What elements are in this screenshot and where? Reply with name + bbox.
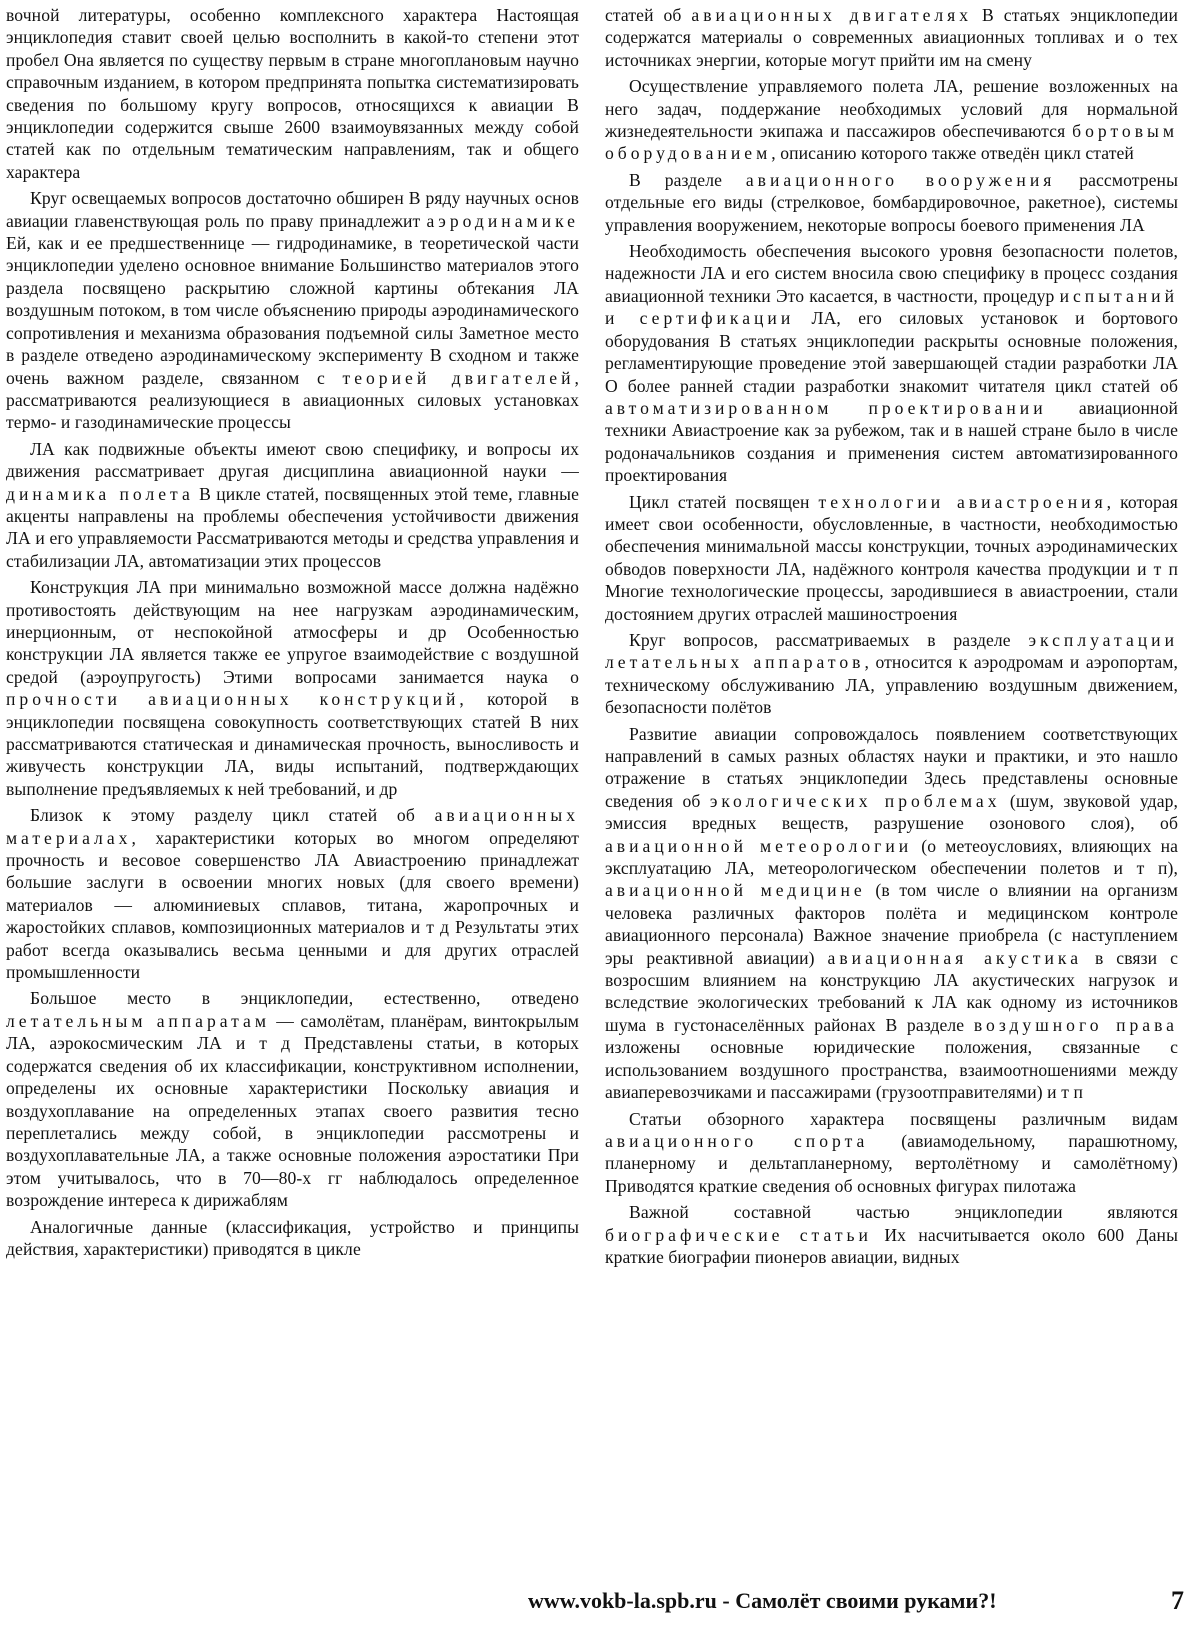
spaced-term: авиационных двигателях (691, 5, 973, 25)
footer-site-link[interactable]: www.vokb-la.spb.ru - Самолёт своими руками?! (528, 1588, 997, 1613)
paragraph (605, 629, 1178, 719)
paragraph-text: Близок к этому разделу цикл статей об (30, 805, 435, 826)
spaced-term: авиационная акустика (827, 947, 1082, 968)
paragraph-text: вочной литературы, особенно комплексного характера Настоящая энциклопедия ставит своей целью восполнить в какой-то степени этот пробел Она является по существу первым в стране многоплановым научно справочным изданием, в котором предпринята попытка систематизировать сведения по большому кругу вопросов, относящихся к авиации В энциклопедии содержится свыше 2600 взаимоувязанных между собой статей как по отдельным тематическим направлениям, так и общего характера (6, 5, 579, 182)
spaced-term: эксплуатации летательных аппаратов (605, 629, 1178, 673)
paragraph-text: (о метеоусловиях, влияющих на эксплуатацию ЛА, метеорологическом обеспечении полетов и т п), (605, 835, 1179, 879)
spaced-term: авиационной медицине (605, 880, 866, 901)
spaced-term: летательным аппаратам (6, 1010, 270, 1031)
paragraph-text: изложены основные юридические положения, связанные с использованием воздушного пространства, взаимоотношениями между авиаперевозчиками и пассажирами (грузоотправителями) и т п (605, 1037, 1178, 1103)
spaced-term: биографические статьи (605, 1224, 872, 1245)
right-column (605, 4, 1178, 1572)
paragraph-text: , которой в энциклопедии посвящена совокупность соответствующих статей В них рассматриваются статическая и динамическая прочность, выносливость и живучесть конструкции ЛА, виды испытаний, подтверждающих выполнение предъявляемых к ней требований, и др (6, 689, 579, 799)
paragraph (6, 804, 579, 983)
paragraph-text: , относится к аэродромам и аэропортам, техническому обслуживанию ЛА, управлению воздушным движением, безопасности полётов (605, 652, 1178, 718)
paragraph (605, 75, 1178, 165)
spaced-term: бортовым оборудованием (605, 121, 1178, 164)
paragraph-text: Развитие авиации сопровождалось появлением соответствующих направлений в самых разных областях науки и практики, и это нашло отражение в статьях энциклопедии Здесь представлены основные сведения об (605, 723, 1178, 811)
paragraph (605, 723, 1178, 1104)
paragraph-text: Круг освещаемых вопросов достаточно обширен В ряду научных основ авиации главенствующая роль по праву принадлежит (6, 188, 579, 231)
left-column (6, 4, 579, 1572)
spaced-term: экологических проблемах (709, 790, 1001, 811)
spaced-term: теорией двигателей (342, 367, 575, 388)
spaced-term: автоматизированном проектировании (605, 397, 1047, 418)
spaced-term: динамика полета (6, 483, 194, 504)
paragraph (605, 1108, 1178, 1198)
paragraph-text: Большое место в энциклопедии, естественно, отведено (30, 988, 579, 1009)
paragraph-text: Их насчитывается около 600 Даны краткие биографии пионеров авиации, видных (605, 1224, 1178, 1267)
paragraph-text: в связи с возросшим влиянием на конструкцию ЛА акустических нагрузок и вследствие экологических требований к ЛА как одному из источников шума в густонаселённых районах В разделе (605, 947, 1178, 1035)
paragraph-text: статей об (605, 5, 692, 25)
paragraph-text: Конструкция ЛА при минимально возможной массе должна надёжно противостоять действующим на нее нагрузкам аэродинамическим, инерционным, от неспокойной атмосферы и др Особенностью конструкции ЛА является также ее упругое взаимодействие с воздушной средой (аэроупругость) Этими вопросами занимается наука о (6, 577, 579, 687)
spaced-term: воздушного права (973, 1014, 1178, 1035)
paragraph-text: В статьях энциклопедии содержатся материалы о современных авиационных топливах и о тех источниках энергии, которые могут прийти им на смену (605, 5, 1178, 70)
paragraph-text: Аналогичные данные (классификация, устройство и принципы действия, характеристики) приводятся в цикле (6, 1216, 579, 1259)
page-footer (0, 1586, 1200, 1620)
paragraph-text: ЛА как подвижные объекты имеют свою специфику, и вопросы их движения рассматривает другая дисциплина авиационной науки — (6, 438, 579, 482)
spaced-term: авиационных материалах (6, 805, 579, 848)
paragraph-text: Круг вопросов, рассматриваемых в разделе (629, 629, 1029, 650)
paragraph (6, 187, 579, 433)
paragraph-text: В разделе (629, 169, 746, 190)
spaced-term: авиационного вооружения (745, 169, 1056, 190)
paragraph-text: , описанию которого также отведён цикл статей (771, 143, 1134, 164)
spaced-term: авиационного спорта (605, 1130, 869, 1151)
paragraph (6, 1216, 579, 1261)
paragraph-text: Статьи обзорного характера посвящены различным видам (629, 1108, 1178, 1129)
paragraph-text: авиационной техники Авиастроение как за рубежом, так и в нашей стране было в числе родоначальников создания и применения систем автоматизированного проектирования (605, 397, 1178, 486)
paragraph-text: Важной составной частью энциклопедии являются (629, 1202, 1178, 1223)
paragraph-text: — самолётам, планёрам, винтокрылым ЛА, аэрокосмическим ЛА и т д Представлены статьи, в которых содержатся сведения об их классификации, конструктивном исполнении, определены их основные характеристики Поскольку авиация и воздухоплавание на определенных этапах своего развития тесно переплетались между собой, в энциклопедии рассмотрены и воздухоплавательные ЛА, а также основные положения аэростатики При этом учитывалось, что в 70—80-х гг наблюдалось определенное возрождение интереса к дирижаблям (6, 1010, 579, 1211)
paragraph-text: Ей, как и ее предшественнице — гидродинамике, в теоретической части энциклопедии уделено основное внимание Большинство материалов этого раздела посвящено раскрытию сложной картины обтекания ЛА воздушным потоком, в том числе объяснению природы аэродинамического сопротивления и механизма образования подъемной силы Заметное место в разделе отведено аэродинамическому эксперименту В сходном и также очень важном разделе, связанном с (6, 233, 579, 388)
spaced-term: испытаний и сертификации (605, 285, 1178, 329)
paragraph-text: , характеристики которых во многом определяют прочность и весовое совершенство ЛА Авиастроению принадлежат большие заслуги в освоении многих новых (для своего времени) материалов — алюминиевых сплавов, титана, жаропрочных и жаростойких сплавов, композиционных материалов и т д Результаты этих работ всегда оказывались весьма ценными и для других отраслей промышленности (6, 827, 579, 983)
paragraph-text: ЛА, его силовых установок и бортового оборудования В статьях энциклопедии раскрыты основные положения, регламентирующие проведение этой завершающей стадии разработки ЛА О более ранней стадии разработки знакомит читателя цикл статей об (605, 308, 1178, 396)
paragraph (605, 1201, 1178, 1268)
spaced-term: прочности авиационных конструкций (6, 689, 460, 710)
paragraph-text: В цикле статей, посвященных этой теме, главные акценты направлены на проблемы обеспечения устойчивости движения ЛА и его управляемости Рассматриваются методы и средства управления и стабилизации ЛА, автоматизации этих процессов (6, 483, 579, 571)
paragraph-text: Осуществление управляемого полета ЛА, решение возложенных на него задач, поддержание необходимых условий для нормальной жизнедеятельности экипажа и пассажиров обеспечиваются (605, 76, 1178, 142)
paragraph-text: Необходимость обеспечения высокого уровня безопасности полетов, надежности ЛА и его систем вносила свою специфику в процесс создания авиационной техники Это касается, в частности, процедур (605, 241, 1178, 306)
paragraph (605, 169, 1178, 236)
page-body (6, 4, 1178, 1572)
paragraph-text: , которая имеет свои особенности, обусловленные, в частности, необходимостью обеспечения минимальной массы конструкции, точных аэродинамических обводов поверхности ЛА, надёжного контроля качества продукции и т п Многие технологические процессы, зародившиеся в авиастроении, стали достоянием других отраслей машиностроения (605, 491, 1178, 624)
paragraph (605, 4, 1178, 71)
spaced-term: авиационной метеорологии (605, 835, 913, 856)
paragraph-text: (шум, звуковой удар, эмиссия вредных веществ, разрушение озонового слоя), об (605, 790, 1178, 834)
paragraph (6, 576, 579, 800)
page-number: 7 (1171, 1586, 1184, 1615)
spaced-term: аэродинамике (426, 210, 579, 231)
paragraph (6, 4, 579, 183)
paragraph-text: (авиамодельному, парашютному, планерному и дельтапланерному, вертолётному и самолётному) Приводятся краткие сведения об основных фигурах пилотажа (605, 1130, 1178, 1196)
paragraph (605, 240, 1178, 486)
paragraph-text: , рассматриваются реализующиеся в авиационных силовых установках термо- и газодинамические процессы (6, 367, 580, 433)
spaced-term: технологии авиастроения (818, 491, 1107, 512)
paragraph-text: Цикл статей посвящен (629, 491, 819, 512)
paragraph (6, 438, 579, 572)
paragraph-text: рассмотрены отдельные его виды (стрелковое, бомбардировочное, ракетное), системы управления вооружением, некоторые вопросы боевого применения ЛА (605, 169, 1178, 235)
paragraph (605, 491, 1178, 625)
paragraph-text: (в том числе о влиянии на организм человека различных факторов полёта и медицинском контроле авиационного персонала) Важное значение приобрела (с наступлением эры реактивной авиации) (605, 880, 1178, 968)
paragraph (6, 987, 579, 1211)
